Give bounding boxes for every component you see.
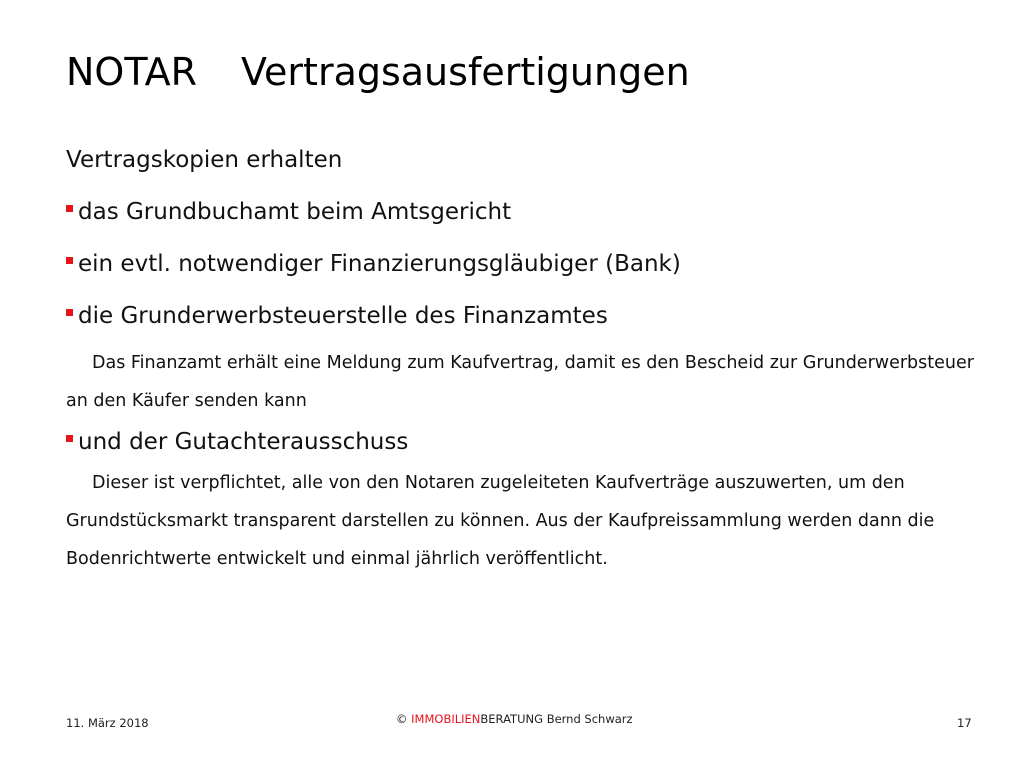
square-bullet-icon [66, 205, 73, 212]
bullet-item [66, 250, 986, 278]
finanzamt-paragraph [66, 344, 981, 420]
copyright-symbol: © [396, 712, 408, 726]
slide-body [66, 142, 986, 578]
bullet-item [66, 198, 986, 226]
square-bullet-icon [66, 257, 73, 264]
footer-copyright [396, 712, 633, 726]
brand-text: BERATUNG [480, 712, 544, 726]
bullet-text: ein evtl. notwendiger Finanzierungsgläubiger (Bank) [78, 251, 681, 277]
paragraph-text: Das Finanzamt erhält eine Meldung zum Kaufvertrag, damit es den Bescheid zur Grunderwerbsteuer an den Käufer senden kann [66, 353, 974, 411]
brand-red-text: IMMOBILIEN [411, 712, 481, 726]
slide-title [66, 50, 690, 96]
square-bullet-icon [66, 309, 73, 316]
bullet-item [66, 302, 986, 330]
bullet-text: das Grundbuchamt beim Amtsgericht [78, 199, 512, 225]
gutachter-paragraph [66, 464, 981, 578]
square-bullet-icon [66, 435, 73, 442]
bullet-text: und der Gutachterausschuss [78, 429, 409, 455]
author-name: Bernd Schwarz [546, 712, 633, 726]
title-subject: Vertragsausfertigungen [241, 50, 690, 94]
bullet-text: die Grunderwerbsteuerstelle des Finanzamtes [78, 303, 608, 329]
bullet-item [66, 428, 986, 456]
page-number: 17 [957, 716, 972, 730]
paragraph-text: Dieser ist verpflichtet, alle von den Notaren zugeleiteten Kaufverträge auszuwerten, um den Grundstücksmarkt transparent darstellen zu können. Aus der Kaufpreissammlung werden dann die Bodenrichtwerte entwickelt und einmal jährlich veröffentlicht. [66, 473, 935, 569]
footer-date: 11. März 2018 [66, 716, 149, 730]
title-notar: NOTAR [66, 50, 197, 94]
intro-line: Vertragskopien erhalten [66, 147, 343, 173]
